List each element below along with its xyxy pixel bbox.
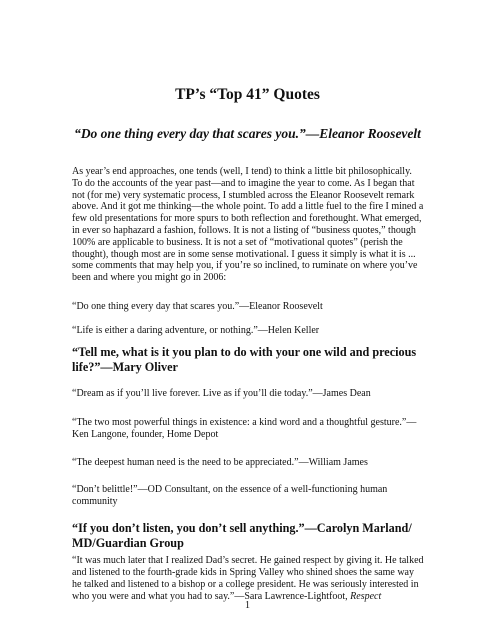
quote-od-consultant: “Don’t belittle!”—OD Consultant, on the essence of a well-functioning human community — [72, 484, 388, 507]
quote-sara-lawrence-lightfoot — [72, 555, 424, 603]
page-number: 1 — [245, 600, 250, 611]
highlight-quote-carolyn-marland: “If you don’t listen, you don’t sell anything.”—Carolyn Marland/ MD/Guardian Group — [72, 521, 412, 550]
quote-helen-keller: “Life is either a daring adventure, or nothing.”—Helen Keller — [72, 325, 320, 336]
highlight-quote-mary-oliver: “Tell me, what is it you plan to do with your one wild and precious life?”—Mary Oliver — [72, 345, 417, 374]
quote-text: “It was much later that I realized Dad’s secret. He gained respect by giving it. He talked and listened to the fourth-grade kids in Spring Valley who shined shoes the same way he talked and listened to a bishop or a college president. He was seriously interested in who you were and what you had to say.”—Sara Lawrence-Lightfoot, — [72, 555, 424, 602]
book-title: Respect — [350, 591, 382, 602]
intro-paragraph: As year’s end approaches, one tends (well, I tend) to think a little bit philosophically. To do the accounts of the year past—and to imagine the year to come. As I began that not (for me) very systematic process, I stumbled across the Eleanor Roosevelt remark above. And it got me thinking—the whole point. To add a little fuel to the fire I mined a few old presentations for more spurs to both reflection and forethought. What emerged, in ever so haphazard a fashion, follows. It is not a listing of “business quotes,” though 100% are applicable to business. It is not a set of “motivational quotes” (perish the thought), though most are in some sense motivational. I guess it simply is what it is ... some comments that may help you, if you’re so inclined, to ruminate on where you’ve been and where you might go in 2006: — [72, 166, 424, 284]
quote-eleanor-roosevelt: “Do one thing every day that scares you.”—Eleanor Roosevelt — [72, 301, 323, 312]
document-title: TP’s “Top 41” Quotes — [175, 86, 320, 103]
quote-james-dean: “Dream as if you’ll live forever. Live as if you’ll die today.”—James Dean — [72, 388, 371, 399]
quote-ken-langone: “The two most powerful things in existence: a kind word and a thoughtful gesture.”—Ken Langone, founder, Home Depot — [72, 417, 417, 440]
document-subtitle: “Do one thing every day that scares you.”—Eleanor Roosevelt — [74, 126, 421, 141]
quote-william-james: “The deepest human need is the need to be appreciated.”—William James — [72, 457, 368, 468]
